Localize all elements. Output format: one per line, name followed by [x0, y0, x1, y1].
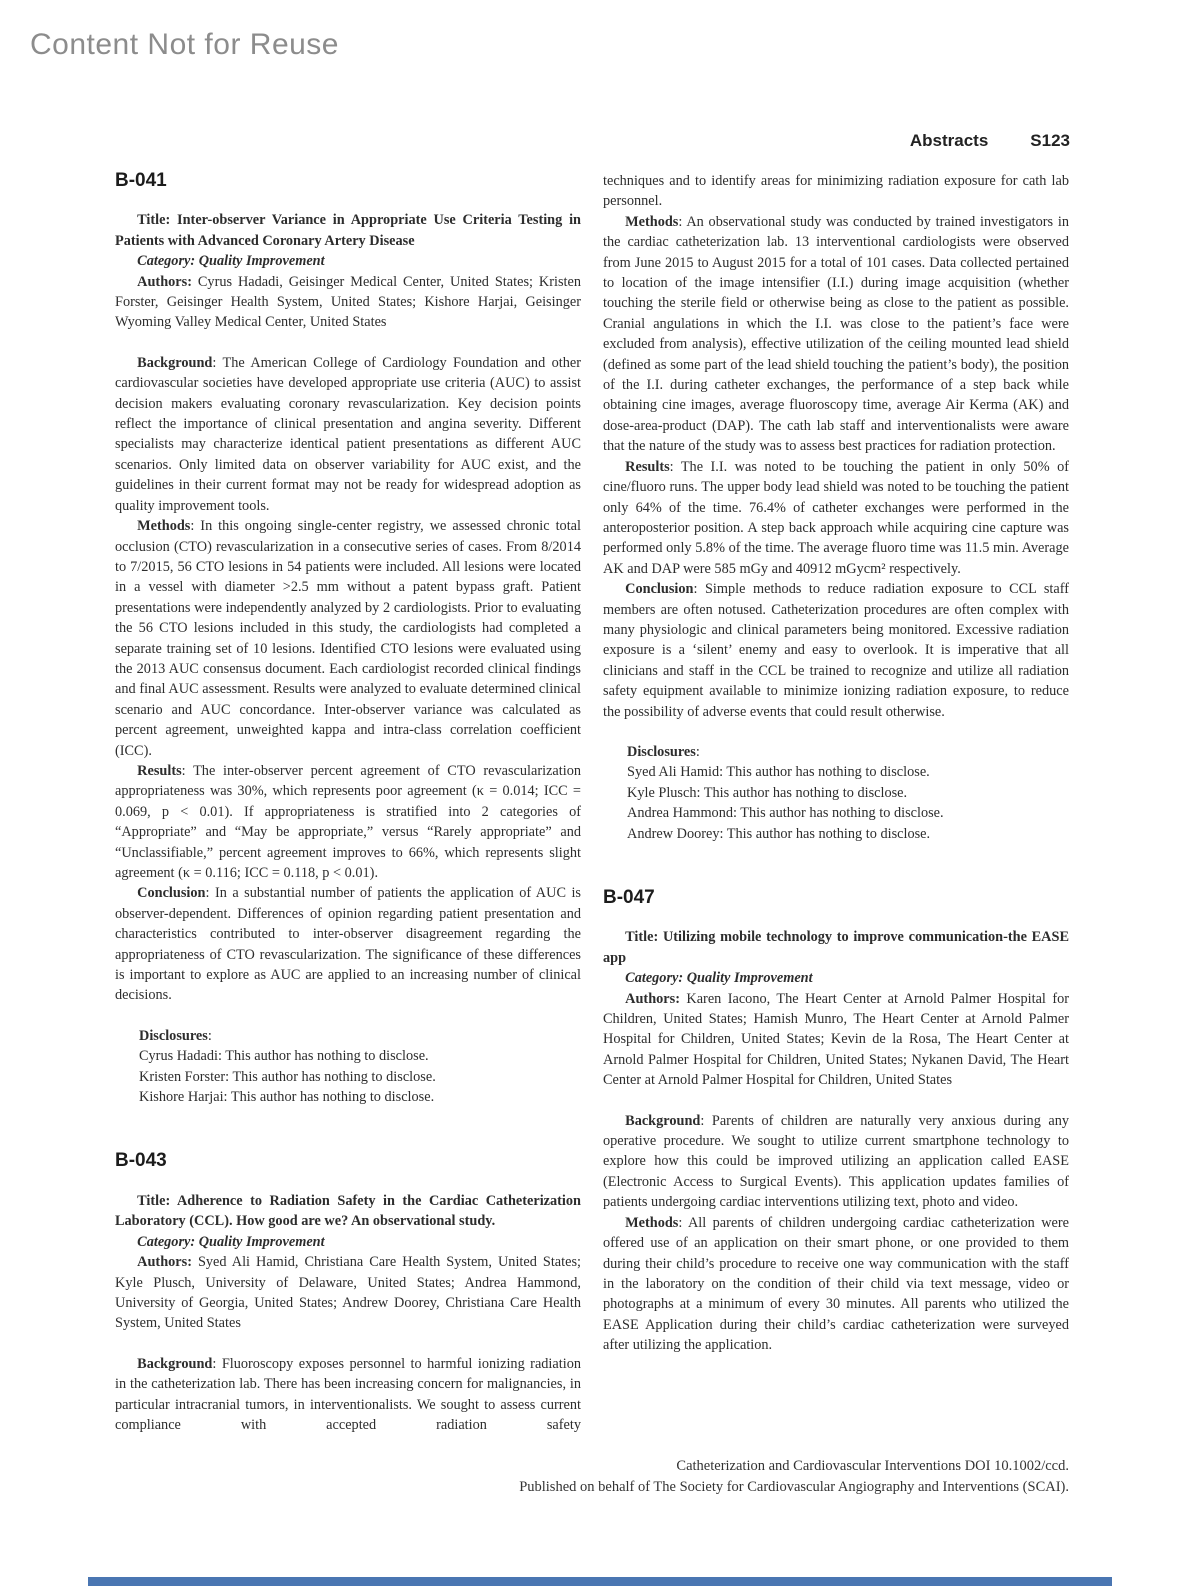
b041-background-text: : The American College of Cardiology Foundation and other cardiovascular societies have developed appropriate use criteria (AUC) to assist decision makers evaluating coronary revascularization. Key decision points reflect the importance of clinical presentation and angina severity. Different specialists may characterize identical patient presentations as different AUC scenarios. Only limited data on observer variability for AUC exist, and the guidelines in their current format may not be ready for widespread adoption as quality improvement tools. — [115, 354, 581, 514]
b047-methods-text: : All parents of children undergoing cardiac catheterization were offered use of an application on their smart phone, or one provided to them during their child’s procedure to receive one way communication with the staff in the laboratory on the condition of their child via text message, video or photographs at a minimum of every 30 minutes. All parents who utilized the EASE Application during their child’s cardiac catheterization were surveyed after utilizing the application. — [603, 1214, 1069, 1354]
b043-disclosures — [627, 742, 1069, 844]
b043-background-continuation: techniques and to identify areas for minimizing radiation exposure for cath lab personnel. — [603, 173, 1069, 210]
b041-methods-text: : In this ongoing single-center registry, we assessed chronic total occlusion (CTO) revascularization in a consecutive series of cases. From 8/2014 to 7/2015, 56 CTO lesions in 54 patients were included. All lesions were located in a vessel with diameter >2.5 mm without a patent bypass graft. Patient presentations were independently analyzed by 2 cardiologists. Prior to evaluating the 56 CTO lesions included in this study, the cardiologists had completed a separate training set of 10 lesions. Identified CTO lesions were evaluated using the 2013 AUC consensus document. Each cardiologist recorded clinical findings and final AUC assessment. Results were analyzed to evaluate determined clinical scenario and AUC concordance. Inter-observer variance was calculated as percent agreement, unweighted kappa and intra-class correlation coefficient (ICC). — [115, 518, 581, 759]
b041-category: Category: Quality Improvement — [137, 253, 325, 270]
b047-methods — [603, 1213, 1069, 1356]
b041-authors-text: Cyrus Hadadi, Geisinger Medical Center, United States; Kristen Forster, Geisinger Health System, United States; Kishore Harjai, Geisinger Wyoming Valley Medical Center, United States — [115, 273, 581, 331]
b043-disclosure-line: Andrew Doorey: This author has nothing to disclose. — [627, 825, 931, 842]
page-header — [910, 131, 1070, 151]
b043-background-text-part1: : Fluoroscopy exposes personnel to harmful ionizing radiation in the catheterization lab. There has been increasing concern for malignancies, in particular intracranial tumors, in interventionalists. We sought to assess current compliance with accepted radiation safety — [115, 1355, 581, 1433]
bottom-blue-bar — [88, 1577, 1112, 1586]
b043-disclosure-line: Kyle Plusch: This author has nothing to disclose. — [627, 784, 908, 801]
journal-footer — [519, 1456, 1069, 1498]
b043-disclosure-line: Syed Ali Hamid: This author has nothing to disclose. — [627, 764, 930, 781]
b043-authors-label: Authors: — [137, 1254, 192, 1271]
header-section-label: Abstracts — [909, 131, 989, 150]
b041-methods-label: Methods — [137, 518, 191, 535]
b043-disclosures-heading — [627, 742, 1069, 762]
b047-background-label: Background — [625, 1112, 701, 1129]
b041-disclosures-heading — [139, 1026, 581, 1046]
b041-authors — [115, 272, 581, 333]
b041-conclusion — [115, 883, 581, 1005]
watermark-text: Content Not for Reuse — [30, 28, 339, 61]
b041-conclusion-text: : In a substantial number of patients the application of AUC is observer-dependent. Differences of opinion regarding patient presentation and characteristics contributed to inter-observer disagreement regarding the appropriateness of CTO revascularization. The significance of these differences is important to explore as AUC are applied to an increasing number of clinical decisions. — [115, 885, 581, 1004]
b043-conclusion — [603, 579, 1069, 722]
header-page-number: S123 — [1030, 131, 1070, 150]
b041-disclosure-line: Kishore Harjai: This author has nothing to disclose. — [139, 1089, 435, 1106]
abstract-id-b047: B-047 — [603, 887, 655, 908]
b047-background — [603, 1111, 1069, 1213]
b041-disclosures-heading-label: Disclosures — [139, 1027, 208, 1044]
b041-methods — [115, 516, 581, 761]
b043-methods-text: : An observational study was conducted by trained investigators in the cardiac catheterization lab. 13 interventional cardiologists were observed from June 2015 to August 2015 for a total of 101 cases. Data collected pertained to location of the image intensifier (I.I.) during image acquisition (whether touching the sterile field or otherwise being as close to the patient as possible. Cranial angulations in which the I.I. was close to the patient’s face were excluded from analysis), effective utilization of the ceiling mounted lead shield (defined as some part of the lead shield touching the patient’s body), the position of the I.I. during catheter exchanges, the performance of a step back while obtaining cine images, average fluoroscopy time, average Air Kerma (AK) and dose-area-product (DAP). The cath lab staff and interventionalists were aware that the nature of the study was to assess best practices for radiation protection. — [603, 213, 1069, 455]
footer-journal-line: Catheterization and Cardiovascular Interventions DOI 10.1002/ccd. — [676, 1458, 1069, 1474]
b043-background-part1 — [115, 1354, 581, 1436]
b041-disclosures-colon: : — [207, 1027, 212, 1044]
b043-authors — [115, 1252, 581, 1334]
abstract-id-b041: B-041 — [115, 170, 167, 191]
b041-conclusion-label: Conclusion — [137, 885, 206, 902]
b043-results — [603, 457, 1069, 579]
b041-results — [115, 761, 581, 883]
b047-title: Title: Utilizing mobile technology to improve communication-the EASE app — [603, 929, 1069, 966]
b041-authors-label: Authors: — [137, 273, 192, 290]
left-column — [115, 171, 581, 1435]
b043-results-text: : The I.I. was noted to be touching the patient in only 50% of cine/fluoro runs. The upper body lead shield was noted to be touching the patient only 64% of the time. 76.4% of catheter exchanges were performed in the anteroposterior position. A step back approach while acquiring cine capture was performed only 5.8% of the time. The average fluoro time was 11.5 min. Average AK and DAP were 585 mGy and 40912 mGycm² respectively. — [603, 458, 1069, 577]
b047-authors-label: Authors: — [625, 990, 680, 1007]
b043-conclusion-label: Conclusion — [625, 581, 694, 598]
footer-society-line: Published on behalf of The Society for Cardiovascular Angiography and Interventions (SCAI). — [519, 1479, 1069, 1495]
b041-results-label: Results — [137, 762, 182, 779]
b041-title: Title: Inter-observer Variance in Appropriate Use Criteria Testing in Patients with Advanced Coronary Artery Disease — [115, 212, 581, 249]
b043-disclosures-colon: : — [695, 743, 700, 760]
b047-category: Category: Quality Improvement — [625, 970, 813, 987]
b041-results-text: : The inter-observer percent agreement of CTO revascularization appropriateness was 30%, which represents poor agreement (κ = 0.014; ICC = 0.069, p < 0.01). If appropriateness is stratified into 2 categories of “Appropriate” and “May be appropriate,” versus “Rarely appropriate” and “Unclassifiable,” percent agreement improves to 66%, which represents slight agreement (κ = 0.116; ICC = 0.118, p < 0.01). — [115, 762, 581, 881]
b047-authors-text: Karen Iacono, The Heart Center at Arnold Palmer Hospital for Children, United States; Hamish Munro, The Heart Center at Arnold Palmer Hospital for Children, United States; Kevin de la Rosa, The Heart Center at Arnold Palmer Hospital for Children, United States; Nykanen David, The Heart Center at Arnold Palmer Hospital for Children, United States — [603, 990, 1069, 1089]
b043-methods — [603, 212, 1069, 457]
b043-results-label: Results — [625, 458, 670, 475]
b043-category: Category: Quality Improvement — [137, 1233, 325, 1250]
b047-background-text: : Parents of children are naturally very anxious during any operative procedure. We sought to utilize current smartphone technology to explore how this could be improved utilizing an application called EASE (Electronic Access to Surgical Events). This application updates families of patients undergoing cardiac interventions utilizing text, photo and video. — [603, 1112, 1069, 1211]
b047-authors — [603, 989, 1069, 1091]
right-column — [603, 171, 1069, 1356]
b043-conclusion-text: : Simple methods to reduce radiation exposure to CCL staff members are often notused. Catheterization procedures are often complex with many physiologic and clinical parameters being monitored. Excessive radiation exposure is a ‘silent’ enemy and easy to overlook. It is imperative that all clinicians and staff in the CCL be trained to recognize and utilize all radiation safety equipment available to minimize ionizing radiation exposure, to reduce the possibility of adverse events that could result otherwise. — [603, 581, 1069, 720]
b043-methods-label: Methods — [625, 213, 679, 230]
b041-disclosure-line: Kristen Forster: This author has nothing to disclose. — [139, 1068, 436, 1085]
b041-disclosures — [139, 1026, 581, 1108]
b043-disclosures-heading-label: Disclosures — [627, 743, 696, 760]
b047-methods-label: Methods — [625, 1214, 679, 1231]
b041-disclosure-line: Cyrus Hadadi: This author has nothing to disclose. — [139, 1048, 429, 1065]
b041-background — [115, 353, 581, 516]
b043-title: Title: Adherence to Radiation Safety in the Cardiac Catheterization Laboratory (CCL). How good are we? An observational study. — [115, 1192, 581, 1230]
b043-background-label: Background — [137, 1355, 213, 1372]
b043-disclosure-line: Andrea Hammond: This author has nothing to disclose. — [627, 805, 944, 822]
b043-authors-text: Syed Ali Hamid, Christiana Care Health System, United States; Kyle Plusch, University of Delaware, United States; Andrea Hammond, University of Georgia, United States; Andrew Doorey, Christiana Care Health System, United States — [115, 1254, 581, 1332]
b041-background-label: Background — [137, 354, 213, 371]
abstract-id-b043: B-043 — [115, 1150, 167, 1172]
